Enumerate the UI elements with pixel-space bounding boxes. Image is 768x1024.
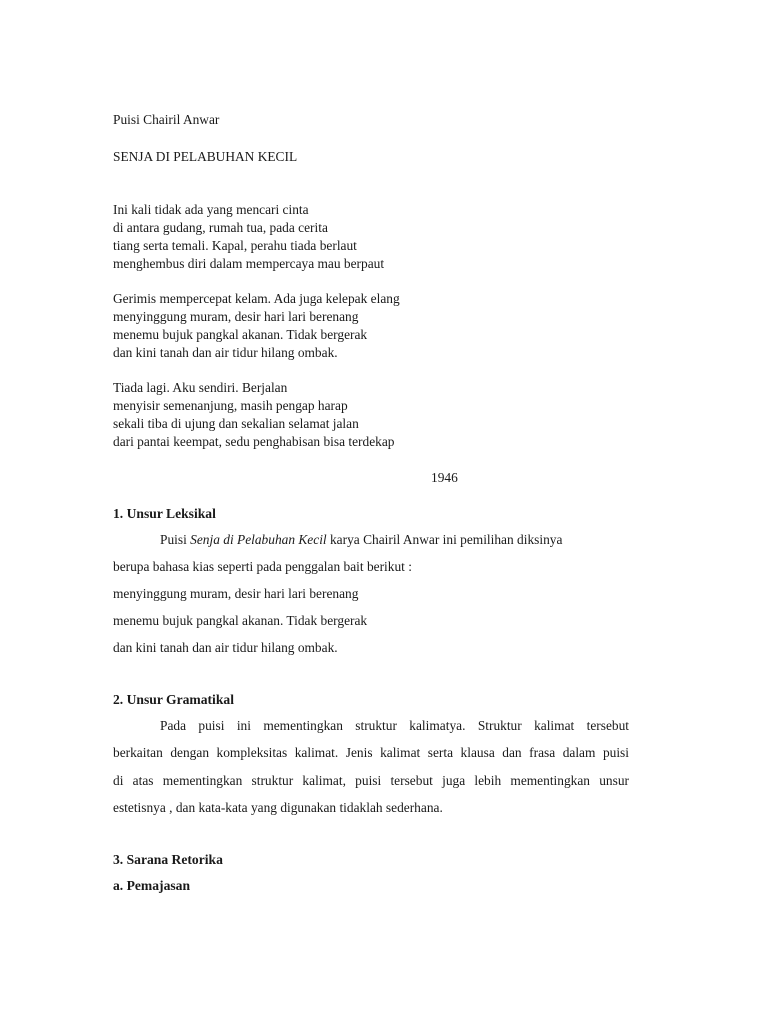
poem-line: dari pantai keempat, sedu penghabisan bisa terdekap: [113, 434, 395, 449]
paragraph-line: estetisnya , dan kata-kata yang digunakan tidaklah sederhana.: [113, 800, 443, 815]
poem-title-italic: Senja di Pelabuhan Kecil: [190, 532, 327, 547]
paragraph-line: di atas mementingkan struktur kalimat, puisi tersebut juga lebih mementingkan unsur: [113, 773, 629, 788]
poem-line: Ini kali tidak ada yang mencari cinta: [113, 202, 309, 217]
poem-line: Gerimis mempercepat kelam. Ada juga kelepak elang: [113, 291, 400, 306]
quote-line: dan kini tanah dan air tidur hilang ombak.: [113, 640, 338, 655]
poem-line: menyinggung muram, desir hari lari berenang: [113, 309, 359, 324]
intro-line: Puisi Chairil Anwar: [113, 112, 220, 127]
quote-line: menyinggung muram, desir hari lari berenang: [113, 586, 359, 601]
poem-line: dan kini tanah dan air tidur hilang ombak.: [113, 345, 338, 360]
paragraph-line: berupa bahasa kias seperti pada penggalan bait berikut :: [113, 559, 412, 574]
poem-year: 1946: [431, 470, 458, 485]
paragraph-text: karya Chairil Anwar ini pemilihan diksinya: [326, 532, 563, 547]
section-heading: 3. Sarana Retorika: [113, 852, 223, 867]
section-heading: 1. Unsur Leksikal: [113, 506, 216, 521]
sub-heading: a. Pemajasan: [113, 878, 191, 893]
poem-title: SENJA DI PELABUHAN KECIL: [113, 149, 298, 164]
poem-line: di antara gudang, rumah tua, pada cerita: [113, 220, 328, 235]
paragraph-line: Pada puisi ini mementingkan struktur kalimatya. Struktur kalimat tersebut: [160, 718, 629, 733]
quote-line: menemu bujuk pangkal akanan. Tidak bergerak: [113, 613, 368, 628]
poem-line: menyisir semenanjung, masih pengap harap: [113, 398, 348, 413]
poem-line: sekali tiba di ujung dan sekalian selamat jalan: [113, 416, 359, 431]
paragraph-text: Puisi: [160, 532, 191, 547]
section-heading: 2. Unsur Gramatikal: [113, 692, 234, 707]
poem-line: tiang serta temali. Kapal, perahu tiada berlaut: [113, 238, 357, 253]
poem-line: Tiada lagi. Aku sendiri. Berjalan: [113, 380, 288, 395]
poem-line: menghembus diri dalam mempercaya mau berpaut: [113, 256, 385, 271]
paragraph-line: berkaitan dengan kompleksitas kalimat. Jenis kalimat serta klausa dan frasa dalam puisi: [113, 745, 629, 760]
paragraph-line: [160, 532, 562, 548]
poem-line: menemu bujuk pangkal akanan. Tidak bergerak: [113, 327, 368, 342]
